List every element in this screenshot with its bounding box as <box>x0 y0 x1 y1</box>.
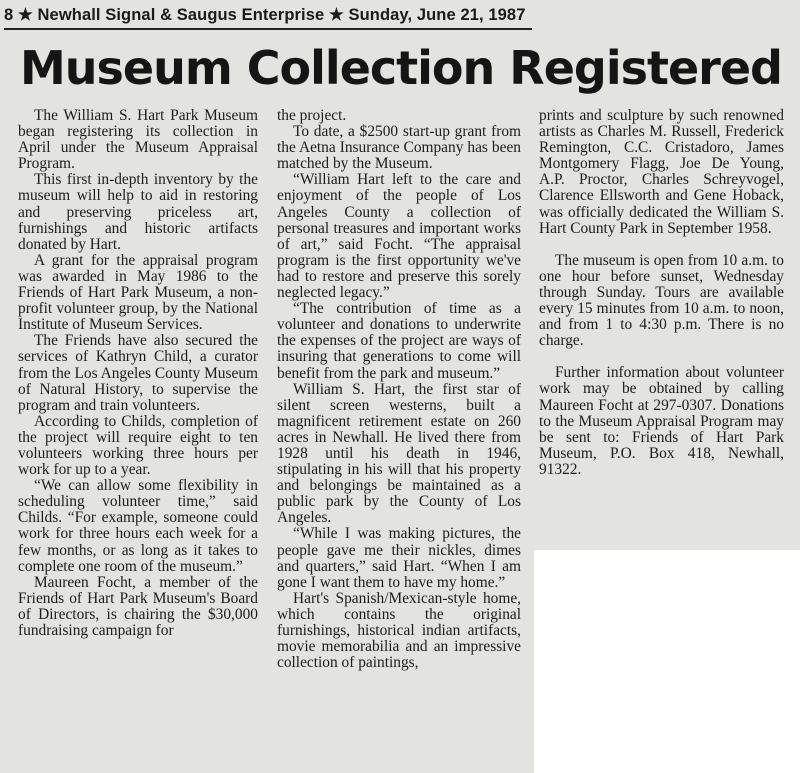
paragraph: According to Childs, completion of the project will require eight to ten volunteers working three hours per work for up to a year. <box>18 412 258 479</box>
column-2 <box>277 108 521 671</box>
paragraph-continued: prints and sculpture by such renowned artists as Charles M. Russell, Frederick Remington, C.C. Cristadoro, James Montgomery Flagg, Joe De Young, A.P. Proctor, Charles Schreyvogel, Clarence Ellsworth and Gene Hoback, was officially dedicated the William S. Hart County Park in September 1958. <box>539 107 784 237</box>
paragraph: This first in-depth inventory by the museum will help to aid in restoring and preserving priceless art, furnishings and historic artifacts donated by Hart. <box>18 171 258 253</box>
paragraph: “William Hart left to the care and enjoyment of the people of Los Angeles County a collection of personal treasures and important works of art,” said Focht. “The appraisal program is the first opportunity we've had to restore and preserve this sorely neglected legacy.” <box>277 171 521 302</box>
column-3 <box>539 108 784 478</box>
paragraph: “While I was making pictures, the people gave me their nickles, dimes and quarters,” said Hart. “When I am gone I want them to have my home.” <box>277 525 521 591</box>
paragraph: Hart's Spanish/Mexican-style home, which contains the original furnishings, historical indian artifacts, movie memorabilia and an impressive collection of paintings, <box>277 589 521 672</box>
paragraph: To date, a $2500 start-up grant from the Aetna Insurance Company has been matched by the Museum. <box>277 123 521 173</box>
paragraph: A grant for the appraisal program was awarded in May 1986 to the Friends of Hart Park Museum, a non-profit volunteer group, by the National Institute of Museum Services. <box>18 251 258 334</box>
masthead: 8 ★ Newhall Signal & Saugus Enterprise ★ Sunday, June 21, 1987 <box>4 2 532 30</box>
paragraph: “The contribution of time as a volunteer and donations to underwrite the expenses of the project are ways of insuring that generations to come will benefit from the park and museum.” <box>277 300 521 382</box>
paragraph: The Friends have also secured the services of Kathryn Child, a curator from the Los Angeles County Museum of Natural History, to supervise the program and train volunteers. <box>18 332 258 414</box>
paragraph: Further information about volunteer work may be obtained by calling Maureen Focht at 297-0307. Donations to the Museum Appraisal Program may be sent to: Friends of Hart Park Museum, P.O. Box 418, Newhall, 91322. <box>539 364 784 478</box>
paragraph: The William S. Hart Park Museum began registering its collection in April under the Museum Appraisal Program. <box>18 107 258 173</box>
paragraph-continued: the project. <box>277 107 347 124</box>
column-1 <box>18 108 258 639</box>
paragraph: “We can allow some flexibility in scheduling volunteer time,” said Childs. “For example, someone could work for three hours each week for a few months, or as long as it takes to complete one room of the museum.” <box>18 477 258 575</box>
paragraph: The museum is open from 10 a.m. to one hour before sunset, Wednesday through Sunday. Tours are available every 15 minutes from 10 a.m. to noon, and from 1 to 4:30 p.m. There is no charge. <box>539 251 784 350</box>
paragraph: William S. Hart, the first star of silent screen westerns, built a magnificent retirement estate on 260 acres in Newhall. He lived there from 1928 until his death in 1946, stipulating in his will that his property and belongings be maintained as a public park by the County of Los Angeles. <box>277 380 521 527</box>
blank-cutout-area <box>534 550 800 773</box>
paragraph: Maureen Focht, a member of the Friends of Hart Park Museum's Board of Directors, is chairing the $30,000 fundraising campaign for <box>18 573 258 639</box>
headline: Museum Collection Registered <box>20 41 782 95</box>
